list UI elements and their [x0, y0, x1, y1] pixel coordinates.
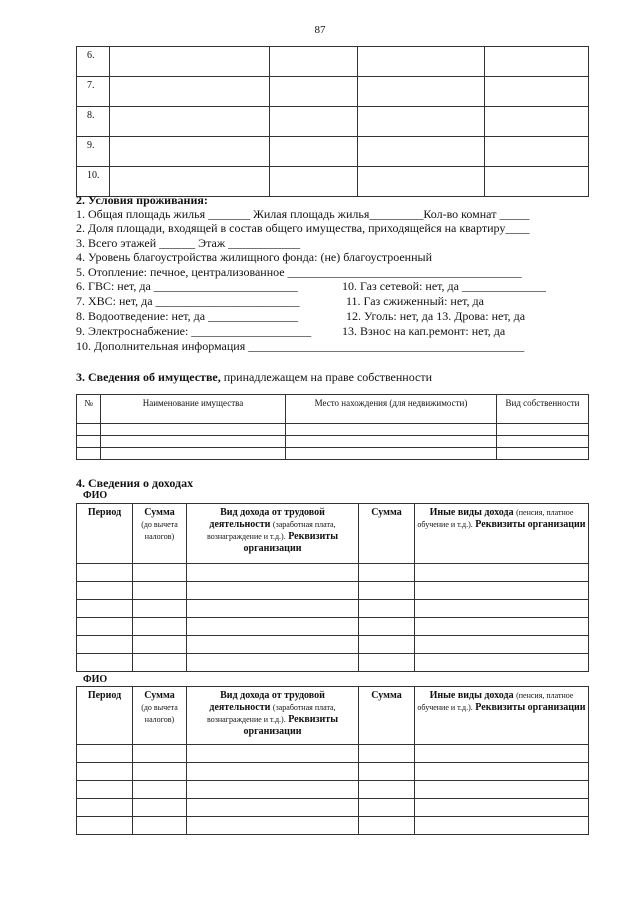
row-number: 7.	[77, 77, 110, 107]
table-row	[77, 618, 589, 636]
row-number: 6.	[77, 47, 110, 77]
table-row	[77, 77, 589, 107]
income-table-2	[76, 686, 589, 835]
table-row	[77, 745, 589, 763]
col-other-income: Иные виды дохода (пенсия, платное обучение и т.д.). Реквизиты организации	[415, 687, 589, 745]
table-row	[77, 636, 589, 654]
page-number: 87	[314, 24, 326, 36]
table-row	[77, 582, 589, 600]
fio-label: ФИО	[83, 490, 108, 501]
col-property-name: Наименование имущества	[101, 395, 286, 424]
table-row	[77, 600, 589, 618]
col-sum: Сумма (до вычета налогов)	[133, 504, 187, 564]
living-line-1: 1. Общая площадь жилья _______ Жилая площадь жилья_________Кол-во комнат _____	[76, 207, 530, 221]
living-line-2: 2. Доля площади, входящей в состав общего имущества, приходящейся на квартиру____	[76, 221, 530, 235]
income-table-1	[76, 503, 589, 672]
col-other-income: Иные виды дохода (пенсия, платное обучение и т.д.). Реквизиты организации	[415, 504, 589, 564]
table-row	[77, 763, 589, 781]
table-row	[77, 47, 589, 77]
living-right-line-3: 12. Уголь: нет, да 13. Дрова: нет, да	[346, 309, 526, 323]
continuation-table	[76, 46, 589, 197]
row-number: 10.	[77, 167, 110, 197]
living-right-line-2: 11. Газ сжиженный: нет, да	[346, 294, 484, 308]
living-right-line-4: 13. Взнос на кап.ремонт: нет, да	[342, 324, 506, 338]
col-sum-2: Сумма	[359, 504, 415, 564]
table-row	[77, 448, 589, 460]
section3-title: 3. Сведения об имуществе, принадлежащем на праве собственности	[76, 370, 433, 384]
living-line-5: 5. Отопление: печное, централизованное _______________________________________	[76, 265, 522, 279]
table-row	[77, 564, 589, 582]
table-row	[77, 137, 589, 167]
col-sum: Сумма (до вычета налогов)	[133, 687, 187, 745]
living-line-9: 9. Электроснабжение: ____________________	[76, 324, 312, 338]
living-line-3: 3. Всего этажей ______ Этаж ____________	[76, 236, 301, 250]
row-number: 9.	[77, 137, 110, 167]
col-ownership-type: Вид собственности	[497, 395, 589, 424]
col-period: Период	[77, 504, 133, 564]
table-row	[77, 654, 589, 672]
fio-label-2: ФИО	[83, 674, 108, 685]
table-row	[77, 817, 589, 835]
col-sum-2: Сумма	[359, 687, 415, 745]
property-table	[76, 394, 589, 460]
living-line-8: 8. Водоотведение: нет, да _______________	[76, 309, 299, 323]
living-line-10: 10. Дополнительная информация ______________________________________________	[76, 339, 525, 353]
table-row	[77, 424, 589, 436]
col-number: №	[77, 395, 101, 424]
row-number: 8.	[77, 107, 110, 137]
col-labor-income: Вид дохода от трудовой деятельности (заработная плата, вознаграждение и т.д.). Реквизиты организации	[187, 504, 359, 564]
table-row	[77, 799, 589, 817]
col-location: Место нахождения (для недвижимости)	[286, 395, 497, 424]
living-line-4: 4. Уровень благоустройства жилищного фонда: (не) благоустроенный	[76, 250, 433, 264]
living-right-line-1: 10. Газ сетевой: нет, да ______________	[342, 279, 546, 293]
section2-title: 2. Условия проживания:	[76, 193, 208, 207]
table-row	[77, 436, 589, 448]
col-labor-income: Вид дохода от трудовой деятельности (заработная плата, вознаграждение и т.д.). Реквизиты организации	[187, 687, 359, 745]
section4-title: 4. Сведения о доходах	[76, 476, 194, 490]
table-row	[77, 107, 589, 137]
living-line-6: 6. ГВС: нет, да ________________________	[76, 279, 298, 293]
table-row	[77, 781, 589, 799]
col-period: Период	[77, 687, 133, 745]
table-row	[77, 167, 589, 197]
living-line-7: 7. ХВС: нет, да ________________________	[76, 294, 300, 308]
